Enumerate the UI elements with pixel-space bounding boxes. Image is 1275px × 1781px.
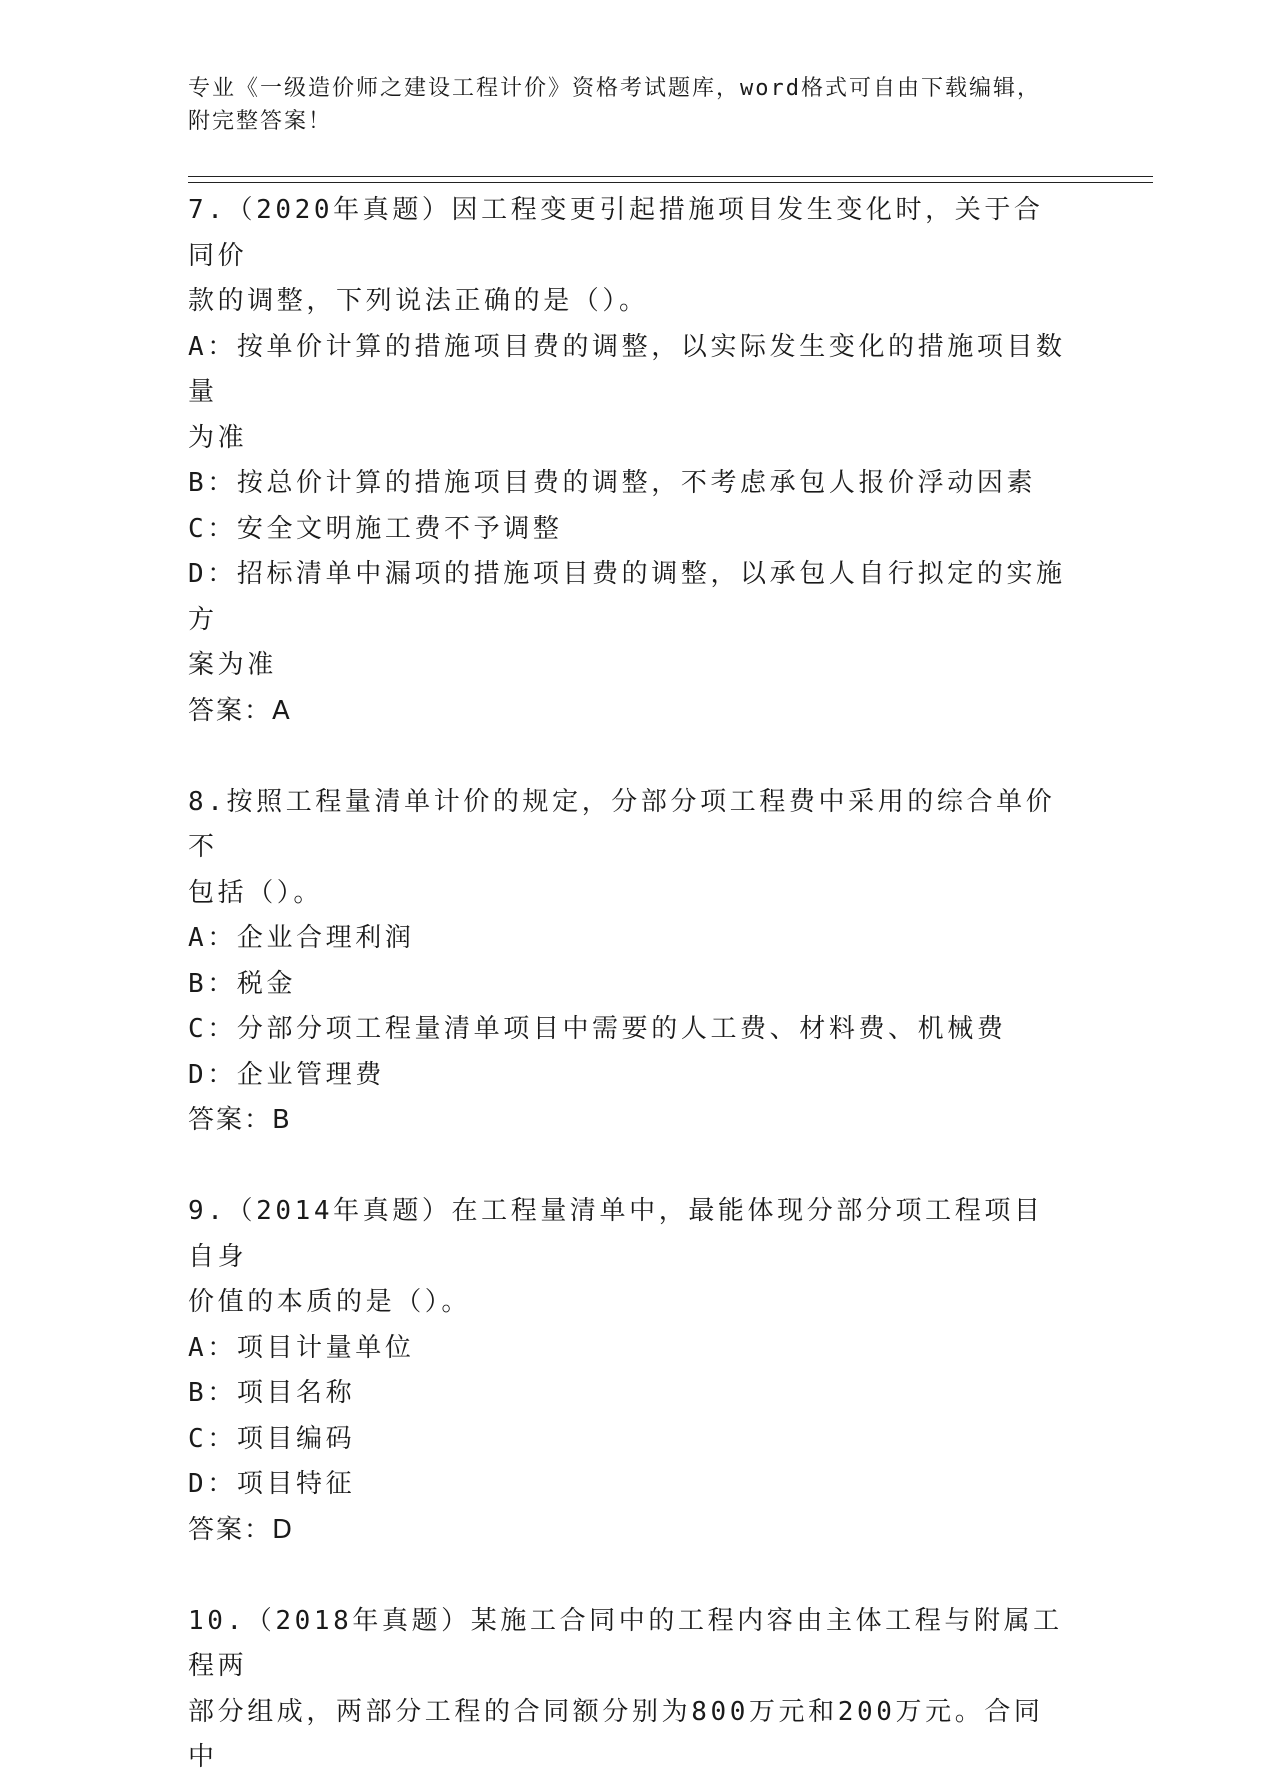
option-b: B：项目名称 <box>188 1378 356 1408</box>
question-spacer <box>188 1144 1068 1190</box>
question-spacer <box>188 734 1068 780</box>
question-text-line: 部分组成，两部分工程的合同额分别为800万元和200万元。合同中 <box>188 1696 1044 1772</box>
header-line-2: 附完整答案！ <box>188 109 333 134</box>
option-c: C：项目编码 <box>188 1423 356 1454</box>
option-d: D：招标清单中漏项的措施项目费的调整，以承包人自行拟定的实施方 <box>188 559 1066 635</box>
question-text-line: 8.按照工程量清单计价的规定，分部分项工程费中采用的综合单价不 <box>188 786 1056 862</box>
question-spacer <box>188 1553 1068 1599</box>
answer-line: 答案：A <box>188 695 292 726</box>
question-9 <box>188 1189 1068 1553</box>
option-d: D：项目特征 <box>188 1469 356 1499</box>
option-a: A：企业合理利润 <box>188 923 415 953</box>
question-text-line: 9.（2014年真题）在工程量清单中，最能体现分部分项工程项目自身 <box>188 1196 1044 1272</box>
header-divider-top <box>188 176 1153 177</box>
question-text-line: 包括（）。 <box>188 877 324 908</box>
option-a-continued: 为准 <box>188 422 248 453</box>
question-text-line: 10.（2018年真题）某施工合同中的工程内容由主体工程与附属工程两 <box>188 1605 1063 1681</box>
answer-line: 答案：D <box>188 1514 295 1545</box>
header-line-1: 专业《一级造价师之建设工程计价》资格考试题库，word格式可自由下载编辑， <box>188 76 1041 101</box>
question-8 <box>188 780 1068 1144</box>
answer-line: 答案：B <box>188 1105 292 1135</box>
question-text-line: 款的调整，下列说法正确的是（）。 <box>188 286 649 316</box>
option-b: B：税金 <box>188 968 297 999</box>
option-b: B：按总价计算的措施项目费的调整，不考虑承包人报价浮动因素 <box>188 468 1037 498</box>
header-divider-bottom <box>188 182 1153 183</box>
option-a: A：项目计量单位 <box>188 1332 415 1363</box>
option-a: A：按单价计算的措施项目费的调整，以实际发生变化的措施项目数量 <box>188 331 1066 407</box>
question-10 <box>188 1599 1068 1781</box>
option-c: C：分部分项工程量清单项目中需要的人工费、材料费、机械费 <box>188 1014 1007 1044</box>
question-list <box>188 188 1068 1781</box>
option-d-continued: 案为准 <box>188 650 277 680</box>
question-7 <box>188 188 1068 734</box>
question-text-line: 7.（2020年真题）因工程变更引起措施项目发生变化时，关于合同价 <box>188 195 1044 271</box>
document-header <box>188 72 1068 138</box>
option-c: C：安全文明施工费不予调整 <box>188 513 563 544</box>
option-d: D：企业管理费 <box>188 1059 385 1090</box>
question-text-line: 价值的本质的是（）。 <box>188 1287 472 1317</box>
